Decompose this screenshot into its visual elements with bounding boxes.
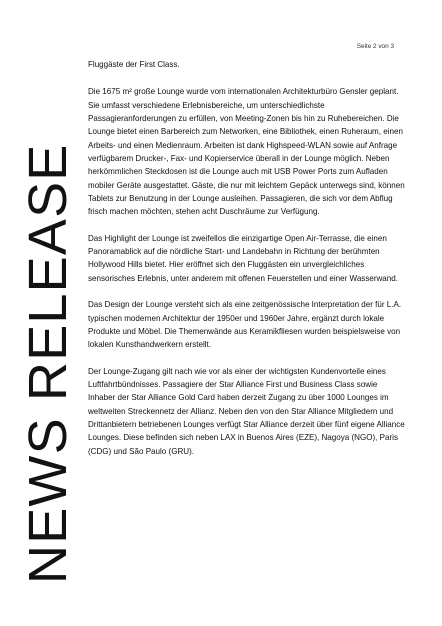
paragraph-1: Fluggäste der First Class. — [88, 60, 180, 69]
page-number: Seite 2 von 3 — [356, 43, 394, 50]
paragraph-5: Der Lounge-Zugang gilt nach wie vor als einer der wichtigsten Kundenvorteile eines Luftfahrtbündnisses. Passagiere der Star Alliance First und Business Class sowie Inhaber der Star Alliance Gold Card haben derzeit Zugang zu über 1000 Lounges im weltweiten Streckennetz der Allianz. Neben den von den Star Alliance Mitgliedern und Drittanbietern betriebenen Lounges verfügt Star Alliance derzeit über fünf eigene Alliance Lounges. Diese befinden sich neben LAX in Buenos Aires (EZE), Nagoya (NGO), Paris (CDG) und São Paulo (GRU). — [88, 366, 405, 456]
paragraph-4: Das Design der Lounge versteht sich als eine zeitgenössische Interpretation der für L.A. typischen modernen Architektur der 1950er und 1960er Jahre, ergänzt durch lokale Produkte und Möbel. Die Themenwände aus Keramikfliesen wurden beispielsweise von lokalen Kunsthandwerkern erstellt. — [88, 300, 402, 350]
paragraph-3: Das Highlight der Lounge ist zweifellos die einzigartige Open Air-Terrasse, die einen Panoramablick auf die nördliche Start- und Landebahn in Richtung der berühmten Hollywood Hills bietet. Hier eröffnet sich den Fluggästen ein unvergleichliches sensorisches Erlebnis, unter anderem mit offenen Feuerstellen und einer Wasserwand. — [88, 233, 398, 283]
paragraph-2: Die 1675 m² große Lounge wurde vom internationalen Architekturbüro Gensler geplant. Sie umfasst verschiedene Erlebnisbereiche, um unterschiedlichste Passagieranforderungen zu erfüllen, von Meeting-Zonen bis hin zu Ruhebereichen. Die Lounge bietet einen Barbereich zum Networken, eine Bibliothek, einen Ruheraum, einen Arbeits- und einen Medienraum. Arbeiten ist dank Highspeed-WLAN sowie auf Anfrage verfügbarem Drucker-, Fax- und Kopierservice überall in der Lounge möglich. Neben herkömmlichen Steckdosen ist die Lounge auch mit USB Power Ports zum Aufladen mobiler Geräte ausgestattet. Gäste, die nur mit leichtem Gepäck unterwegs sind, können Tablets zur Benutzung in der Lounge ausleihen. Passagieren, die sich vor dem Abflug frisch machen möchten, stehen acht Duschräume zur Verfügung. — [88, 87, 405, 217]
news-release-banner — [20, 36, 76, 584]
news-release-text: NEWS RELEASE — [18, 143, 78, 584]
document-body — [88, 58, 406, 471]
